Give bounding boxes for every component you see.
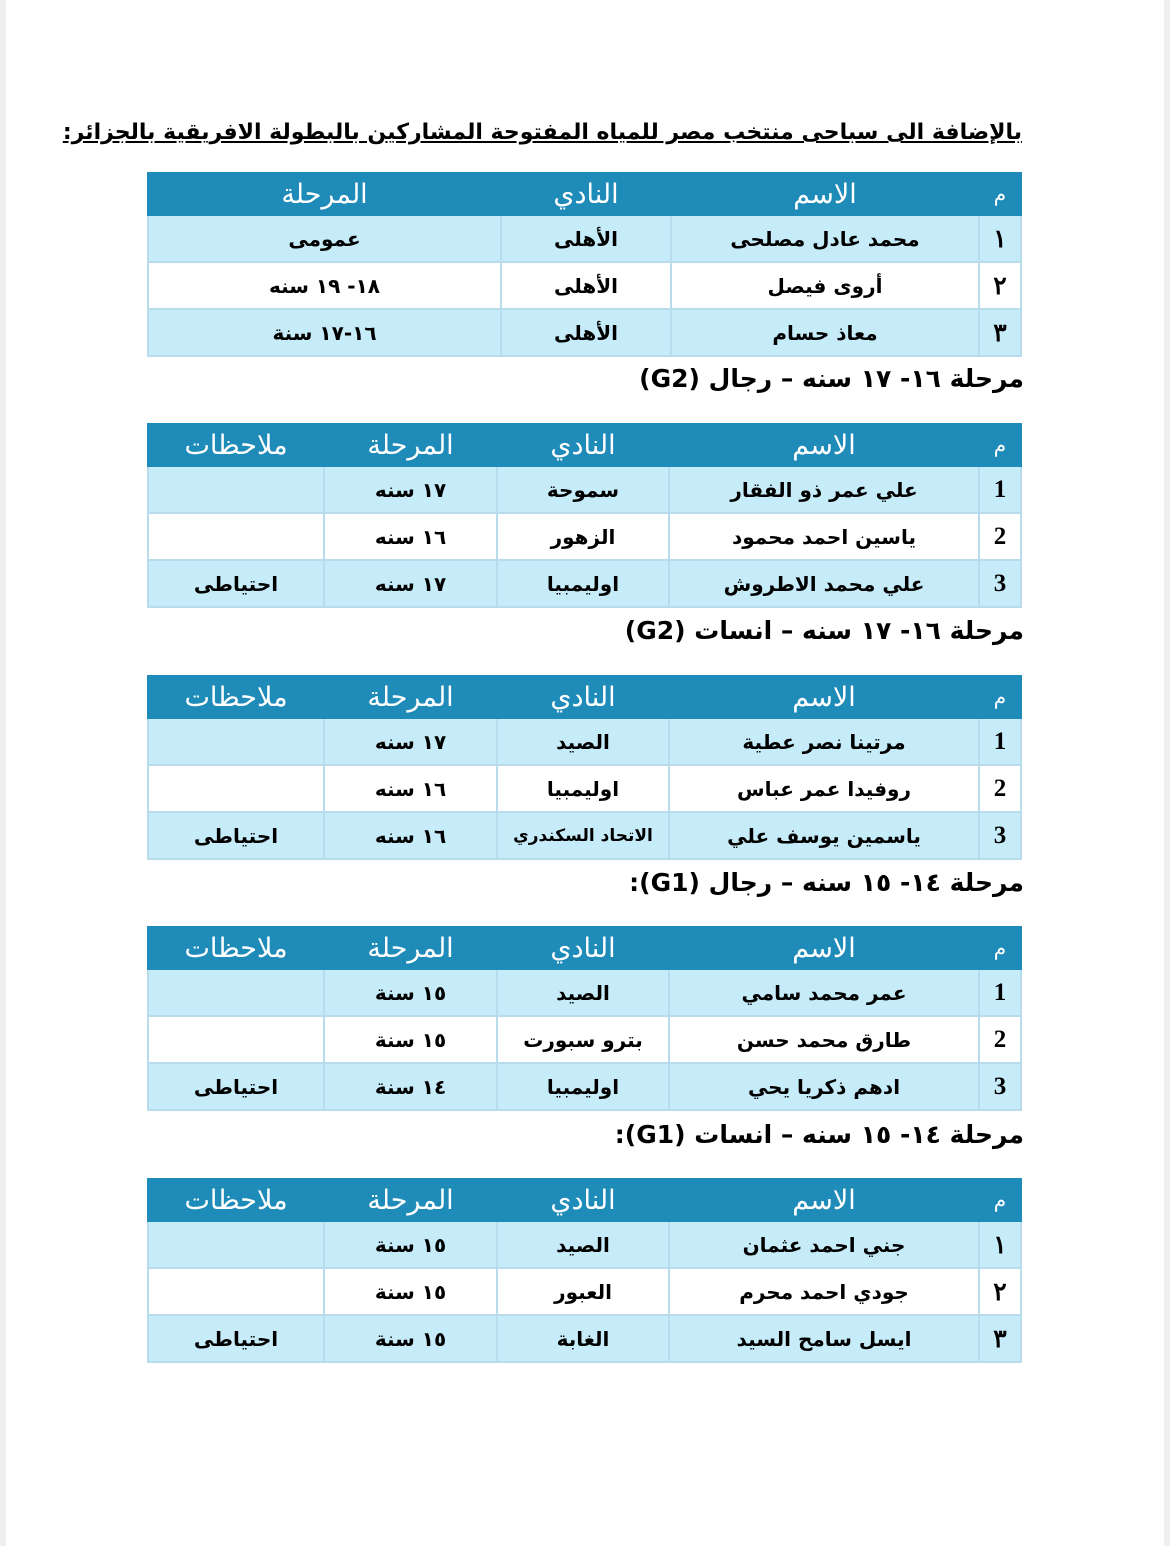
row-number: 1 — [979, 969, 1021, 1016]
club-name: سموحة — [497, 466, 669, 513]
header-cell: م — [979, 676, 1021, 718]
club-name: اوليمبيا — [497, 765, 669, 812]
row-number: 3 — [979, 1063, 1021, 1110]
header-cell: ملاحظات — [148, 927, 324, 969]
table-row — [148, 1268, 1021, 1315]
section-title: مرحلة ١٦- ١٧ سنه – انسات (G2) — [624, 616, 1024, 645]
swimmer-name: جودي احمد محرم — [669, 1268, 979, 1315]
swimmer-name: روفيدا عمر عباس — [669, 765, 979, 812]
row-number: ٣ — [979, 309, 1021, 356]
notes — [148, 765, 324, 812]
age-stage: ١٧ سنه — [324, 718, 497, 765]
swimmer-name: جني احمد عثمان — [669, 1221, 979, 1268]
header-cell: الاسم — [669, 927, 979, 969]
table-header-row — [148, 927, 1021, 969]
age-stage: ١٦ سنه — [324, 812, 497, 859]
intro-heading: بالإضافة الى سباحى منتخب مصر للمياه المفتوحة المشاركين بالبطولة الافريقية بالجزائر: — [62, 120, 1022, 145]
header-cell: النادي — [497, 927, 669, 969]
swimmer-name: ياسمين يوسف علي — [669, 812, 979, 859]
header-cell: المرحلة — [324, 927, 497, 969]
notes — [148, 1221, 324, 1268]
swimmer-name: ياسين احمد محمود — [669, 513, 979, 560]
table-row — [148, 1016, 1021, 1063]
row-number: 2 — [979, 765, 1021, 812]
club-name: الصيد — [497, 718, 669, 765]
age-stage: ١٤ سنة — [324, 1063, 497, 1110]
header-cell: النادي — [501, 173, 671, 215]
header-cell: الاسم — [669, 424, 979, 466]
men-14-15-table — [147, 926, 1022, 1111]
header-cell: الاسم — [671, 173, 979, 215]
header-cell: ملاحظات — [148, 676, 324, 718]
table-header-row — [148, 676, 1021, 718]
table-row — [148, 969, 1021, 1016]
header-cell: النادي — [497, 676, 669, 718]
club-name: الأهلى — [501, 215, 671, 262]
age-stage: ١٦-١٧ سنة — [148, 309, 501, 356]
table-row — [148, 513, 1021, 560]
swimmer-name: مرتينا نصر عطية — [669, 718, 979, 765]
notes — [148, 969, 324, 1016]
club-name: الأهلى — [501, 309, 671, 356]
club-name: الغابة — [497, 1315, 669, 1362]
table-row — [148, 262, 1021, 309]
header-cell: المرحلة — [324, 1179, 497, 1221]
women-14-15-table — [147, 1178, 1022, 1363]
swimmer-name: عمر محمد سامي — [669, 969, 979, 1016]
club-name: الصيد — [497, 969, 669, 1016]
section-title: مرحلة ١٦- ١٧ سنه – رجال (G2) — [639, 364, 1024, 393]
club-name: اوليمبيا — [497, 1063, 669, 1110]
notes — [148, 1016, 324, 1063]
row-number: 1 — [979, 718, 1021, 765]
header-cell: م — [979, 424, 1021, 466]
table-row — [148, 1063, 1021, 1110]
page-edge-left — [0, 0, 6, 1546]
swimmer-name: محمد عادل مصلحى — [671, 215, 979, 262]
age-stage: ١٥ سنة — [324, 1315, 497, 1362]
club-name: الاتحاد السكندري — [497, 812, 669, 859]
swimmer-name: ايسل سامح السيد — [669, 1315, 979, 1362]
header-cell: النادي — [497, 424, 669, 466]
notes — [148, 466, 324, 513]
row-number: 1 — [979, 466, 1021, 513]
table-row — [148, 560, 1021, 607]
age-stage: ١٥ سنة — [324, 1016, 497, 1063]
header-cell: المرحلة — [324, 424, 497, 466]
header-cell: الاسم — [669, 1179, 979, 1221]
row-number: ٢ — [979, 1268, 1021, 1315]
row-number: ١ — [979, 215, 1021, 262]
table-row — [148, 215, 1021, 262]
row-number: 3 — [979, 812, 1021, 859]
club-name: بترو سبورت — [497, 1016, 669, 1063]
table-row — [148, 1315, 1021, 1362]
table-row — [148, 1221, 1021, 1268]
age-stage: ١٦ سنه — [324, 765, 497, 812]
row-number: ٢ — [979, 262, 1021, 309]
swimmer-name: علي عمر ذو الفقار — [669, 466, 979, 513]
table-header-row — [148, 424, 1021, 466]
women-16-17-table — [147, 675, 1022, 860]
club-name: الأهلى — [501, 262, 671, 309]
table-row — [148, 718, 1021, 765]
age-stage: عمومى — [148, 215, 501, 262]
notes: احتياطى — [148, 560, 324, 607]
header-cell: م — [979, 173, 1021, 215]
men-16-17-table — [147, 423, 1022, 608]
notes: احتياطى — [148, 1315, 324, 1362]
header-cell: ملاحظات — [148, 1179, 324, 1221]
row-number: 2 — [979, 513, 1021, 560]
header-cell: المرحلة — [148, 173, 501, 215]
swimmer-name: ادهم ذكريا يحي — [669, 1063, 979, 1110]
header-cell: ملاحظات — [148, 424, 324, 466]
age-stage: ١٥ سنة — [324, 969, 497, 1016]
row-number: ٣ — [979, 1315, 1021, 1362]
swimmer-name: علي محمد الاطروش — [669, 560, 979, 607]
swimmer-name: معاذ حسام — [671, 309, 979, 356]
header-cell: الاسم — [669, 676, 979, 718]
notes: احتياطى — [148, 1063, 324, 1110]
age-stage: ١٧ سنه — [324, 560, 497, 607]
table-header-row — [148, 1179, 1021, 1221]
header-cell: م — [979, 1179, 1021, 1221]
notes: احتياطى — [148, 812, 324, 859]
age-stage: ١٧ سنه — [324, 466, 497, 513]
row-number: ١ — [979, 1221, 1021, 1268]
age-stage: ١٨- ١٩ سنه — [148, 262, 501, 309]
section-title: مرحلة ١٤- ١٥ سنه – انسات (G1): — [614, 1120, 1024, 1149]
header-cell: المرحلة — [324, 676, 497, 718]
notes — [148, 718, 324, 765]
open-water-table — [147, 172, 1022, 357]
club-name: اوليمبيا — [497, 560, 669, 607]
age-stage: ١٥ سنة — [324, 1268, 497, 1315]
club-name: الصيد — [497, 1221, 669, 1268]
swimmer-name: طارق محمد حسن — [669, 1016, 979, 1063]
table-row — [148, 466, 1021, 513]
header-cell: النادي — [497, 1179, 669, 1221]
row-number: 3 — [979, 560, 1021, 607]
notes — [148, 1268, 324, 1315]
swimmer-name: أروى فيصل — [671, 262, 979, 309]
club-name: العبور — [497, 1268, 669, 1315]
page-edge-right — [1164, 0, 1170, 1546]
table-row — [148, 309, 1021, 356]
table-header-row — [148, 173, 1021, 215]
table-row — [148, 812, 1021, 859]
table-row — [148, 765, 1021, 812]
notes — [148, 513, 324, 560]
age-stage: ١٦ سنه — [324, 513, 497, 560]
club-name: الزهور — [497, 513, 669, 560]
section-title: مرحلة ١٤- ١٥ سنه – رجال (G1): — [629, 868, 1024, 897]
header-cell: م — [979, 927, 1021, 969]
row-number: 2 — [979, 1016, 1021, 1063]
age-stage: ١٥ سنة — [324, 1221, 497, 1268]
